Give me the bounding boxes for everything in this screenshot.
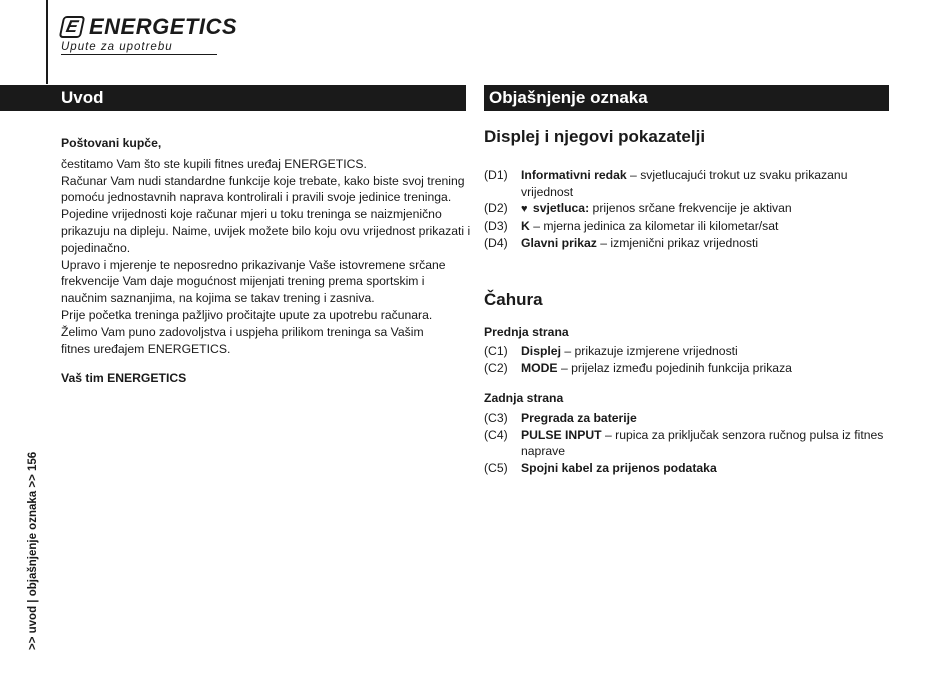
brand-logo <box>61 14 237 40</box>
section-title-labels: Objašnjenje oznaka <box>484 85 889 111</box>
list-item <box>484 167 889 201</box>
item-term: Pregrada za baterije <box>521 410 637 425</box>
page-footer-navigation: >> uvod | objašnjenje oznaka >> 156 <box>27 451 39 650</box>
item-code: (D1) <box>484 167 508 182</box>
list-item <box>484 460 889 477</box>
signoff: Vaš tim ENERGETICS <box>61 371 187 386</box>
front-side-title: Prednja strana <box>484 324 569 339</box>
heart-icon: ♥ <box>521 203 528 216</box>
intro-line: Računar Vam nudi standardne funkcije koje trebate, kako biste svoj trening <box>61 173 465 188</box>
item-code: (C1) <box>484 344 508 359</box>
item-code: (D4) <box>484 235 508 250</box>
item-term: K <box>521 219 530 234</box>
intro-line: fitnes uređajem ENERGETICS. <box>61 341 231 356</box>
intro-line: Upravo i mjerenje te neposredno prikazivanje Vaše istovremene srčane <box>61 257 446 272</box>
manual-subtitle: Upute za upotrebu <box>61 41 217 55</box>
header-vertical-rule <box>46 0 48 84</box>
display-heading: Displej i njegovi pokazatelji <box>484 127 706 146</box>
item-term: MODE <box>521 361 558 376</box>
item-code: (D3) <box>484 219 508 234</box>
list-item <box>484 235 889 252</box>
item-text: – prijelaz između pojedinih funkcija prikaza <box>557 361 792 376</box>
intro-body <box>61 156 471 358</box>
item-code: (C4) <box>484 427 508 442</box>
item-code: (C3) <box>484 410 508 425</box>
list-item <box>484 200 889 218</box>
list-item <box>484 343 889 360</box>
intro-line: naučnim saznanjima, na kojima se takav trening i zasniva. <box>61 291 375 306</box>
item-term: Glavni prikaz <box>521 235 597 250</box>
item-term: Informativni redak <box>521 167 627 182</box>
back-side-title: Zadnja strana <box>484 390 564 405</box>
labels-column <box>484 129 889 477</box>
item-text: – rupica za priključak senzora ručnog pulsa iz fitnes naprave <box>521 427 884 459</box>
intro-line: pomoću jednostavnih naprava kontrolirali i pravili svoje jedinice treninga. <box>61 190 452 205</box>
intro-line: Želimo Vam puno zadovoljstva i uspjeha prilikom treninga sa Vašim <box>61 324 424 339</box>
item-term: Spojni kabel za prijenos podataka <box>521 461 717 476</box>
list-item <box>484 360 889 377</box>
brand-name: ENERGETICS <box>89 14 238 39</box>
greeting: Poštovani kupče, <box>61 136 162 150</box>
list-item <box>484 218 889 235</box>
intro-column <box>61 135 471 387</box>
intro-line: frekvencije Vam daje mogućnost mijenjati trening prema sportskim i <box>61 274 425 289</box>
item-code: (C5) <box>484 461 508 476</box>
item-text: – svjetlucajući trokut uz svaku prikazanu vrijednost <box>521 167 848 199</box>
logo-mark-icon: E <box>59 16 86 38</box>
item-term: svjetluca: <box>529 201 590 216</box>
item-text: – mjerna jedinica za kilometar ili kilometar/sat <box>529 219 779 234</box>
housing-heading: Čahura <box>484 289 543 309</box>
item-text: prijenos srčane frekvencije je aktivan <box>589 201 792 216</box>
section-title-intro: Uvod <box>0 85 466 111</box>
intro-line: prikazuju na dipleju. Naime, uvijek možete bilo koju ovu vrijednost prikazati i <box>61 223 471 238</box>
list-item <box>484 410 889 427</box>
list-item <box>484 427 889 461</box>
item-code: (D2) <box>484 201 508 216</box>
item-code: (C2) <box>484 361 508 376</box>
item-text: – prikazuje izmjerene vrijednosti <box>560 344 738 359</box>
item-text: – izmjenični prikaz vrijednosti <box>596 235 759 250</box>
item-term: Displej <box>521 344 561 359</box>
intro-line: pojedinačno. <box>61 240 131 255</box>
intro-line: čestitamo Vam što ste kupili fitnes uređaj ENERGETICS. <box>61 156 367 171</box>
intro-line: Prije početka treninga pažljivo pročitajte upute za upotrebu računara. <box>61 307 433 322</box>
intro-line: Pojedine vrijednosti koje računar mjeri u toku treninga se naizmjenično <box>61 207 442 222</box>
item-term: PULSE INPUT <box>521 427 602 442</box>
